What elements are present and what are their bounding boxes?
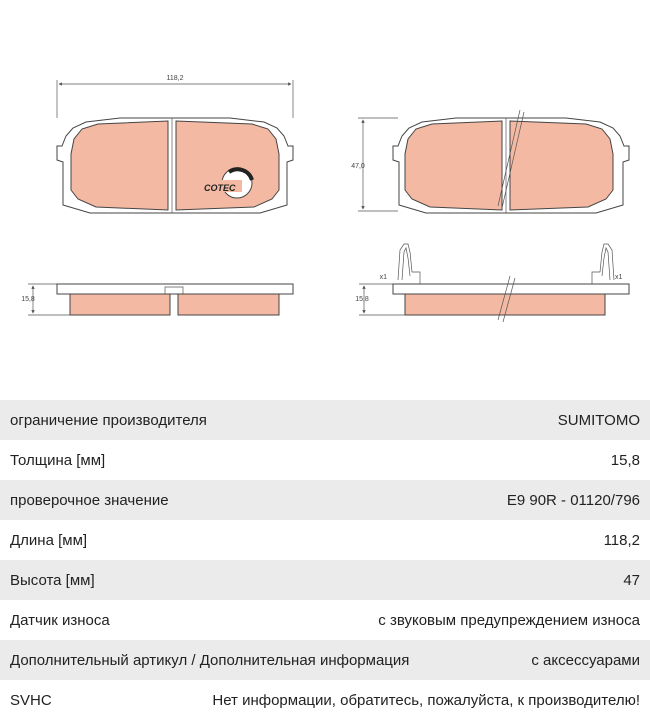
cotec-logo-text: COTEC xyxy=(204,183,236,193)
friction-pad xyxy=(70,294,170,315)
clip-count-right: x1 xyxy=(615,274,623,281)
friction-pad xyxy=(405,294,605,315)
backing-plate xyxy=(57,284,293,294)
spec-label: Длина [мм] xyxy=(10,531,88,549)
height-dim-label: 47,0 xyxy=(351,163,365,170)
spec-row-additional-info xyxy=(0,640,650,680)
front-view-left xyxy=(57,75,293,213)
spec-value: 118,2 xyxy=(603,531,640,549)
spec-label: проверочное значение xyxy=(10,491,169,509)
spec-label: ограничение производителя xyxy=(10,411,207,429)
height-dimension xyxy=(351,118,398,211)
spec-value: SUMITOMO xyxy=(557,411,640,429)
spec-row-test-value xyxy=(0,480,650,520)
spec-label: Датчик износа xyxy=(10,611,110,629)
friction-pad xyxy=(178,294,279,315)
spec-label: SVHC xyxy=(10,691,52,709)
spec-value: 47 xyxy=(623,571,640,589)
thickness-left-label: 15,8 xyxy=(21,296,35,303)
thickness-right-label: 15,8 xyxy=(355,296,369,303)
spec-value: с звуковым предупреждением износа xyxy=(378,611,640,629)
spec-value: Нет информации, обратитесь, пожалуйста, к производителю! xyxy=(212,691,640,709)
spec-row-manufacturer-restriction xyxy=(0,400,650,440)
friction-pad xyxy=(71,121,168,210)
clip-count-left: x1 xyxy=(379,274,387,281)
back-view-right xyxy=(351,110,629,213)
wear-clip-icon xyxy=(592,244,614,284)
spec-value: 15,8 xyxy=(610,451,640,469)
side-view-left xyxy=(21,284,293,315)
spec-row-length xyxy=(0,520,650,560)
friction-pad xyxy=(405,121,502,210)
spec-label: Дополнительный артикул / Дополнительная информация xyxy=(10,651,410,669)
spec-row-svhc xyxy=(0,680,650,720)
length-dimension xyxy=(57,75,293,118)
spec-row-height xyxy=(0,560,650,600)
length-dim-label: 118,2 xyxy=(166,75,184,82)
wear-clip-icon xyxy=(398,244,420,284)
side-view-right xyxy=(355,244,629,322)
spec-value: E9 90R - 01120/796 xyxy=(506,491,640,509)
spec-value: с аксессуарами xyxy=(531,651,640,669)
friction-pad xyxy=(176,121,279,210)
friction-pad xyxy=(510,121,613,210)
spec-label: Высота [мм] xyxy=(10,571,95,589)
spec-row-wear-sensor xyxy=(0,600,650,640)
spec-row-thickness xyxy=(0,440,650,480)
spec-label: Толщина [мм] xyxy=(10,451,106,469)
specifications-table xyxy=(0,400,650,720)
